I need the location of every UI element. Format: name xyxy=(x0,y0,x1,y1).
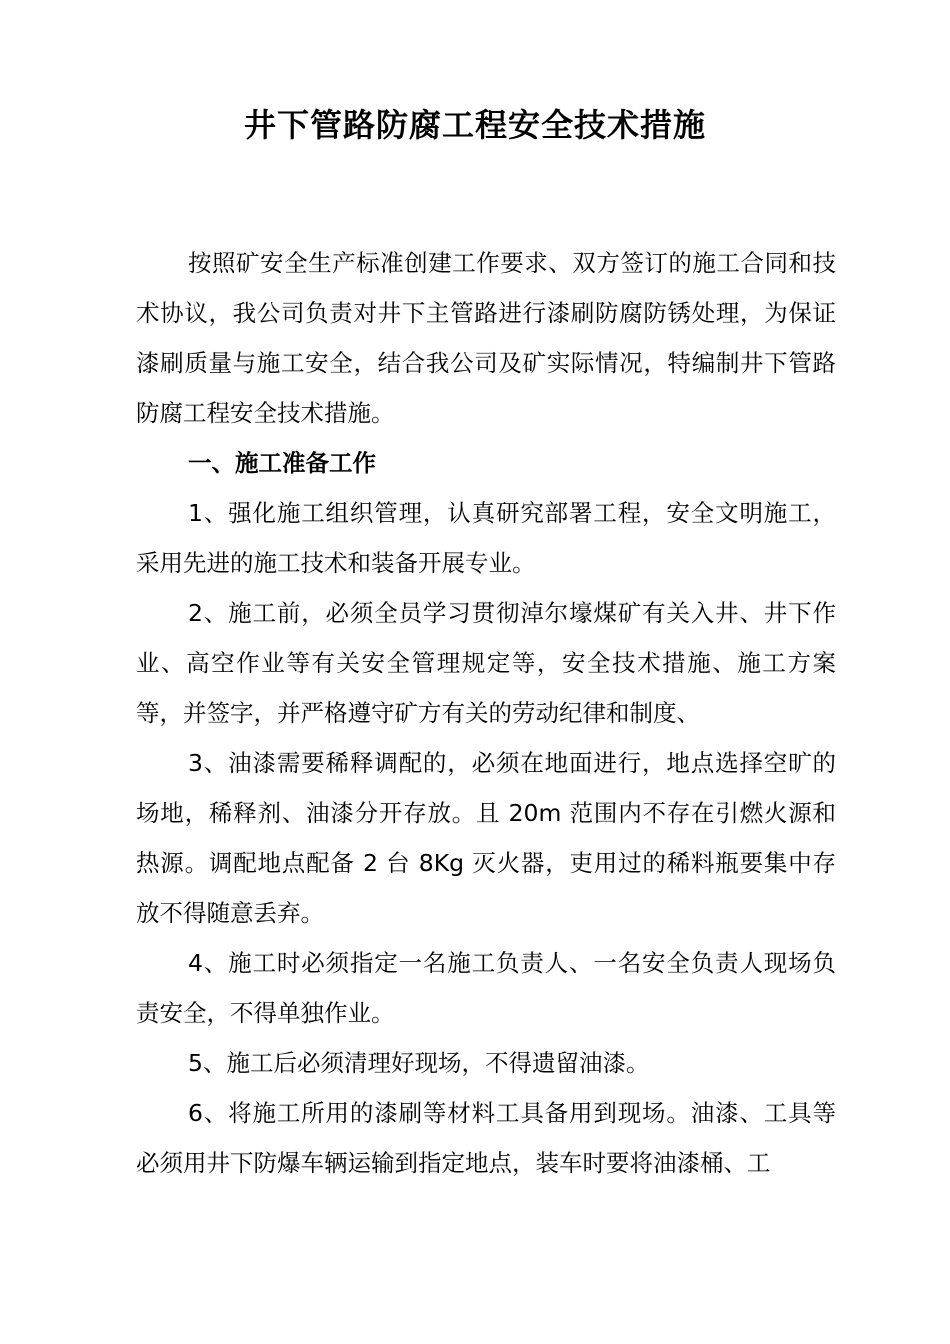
list-item: 5、施工后必须清理好现场，不得遗留油漆。 xyxy=(188,1049,650,1077)
list-item: 4、施工时必须指定一名施工负责人、一名安全负责人现场负责安全，不得单独作业。 xyxy=(136,949,836,1027)
intro-paragraph: 按照矿安全生产标准创建工作要求、双方签订的施工合同和技术协议，我公司负责对井下主管路进行漆刷防腐防锈处理，为保证漆刷质量与施工安全，结合我公司及矿实际情况，特编制井下管路防腐工程安全技术措施。 xyxy=(136,249,836,427)
list-item: 6、将施工所用的漆刷等材料工具备用到现场。油漆、工具等必须用井下防爆车辆运输到指定地点，装车时要将油漆桶、工 xyxy=(136,1099,836,1177)
document-title: 井下管路防腐工程安全技术措施 xyxy=(243,106,706,144)
list-item: 1、强化施工组织管理，认真研究部署工程，安全文明施工，采用先进的施工技术和装备开展专业。 xyxy=(136,499,836,577)
list-item: 2、施工前，必须全员学习贯彻淖尔壕煤矿有关入井、井下作业、高空作业等有关安全管理规定等，安全技术措施、施工方案等，并签字，并严格遵守矿方有关的劳动纪律和制度、 xyxy=(136,599,836,727)
section-heading: 一、施工准备工作 xyxy=(188,449,376,477)
list-item: 3、油漆需要稀释调配的，必须在地面进行，地点选择空旷的场地，稀释剂、油漆分开存放。且 20m 范围内不存在引燃火源和热源。调配地点配备 2 台 8Kg 灭火器，吏用过的稀料瓶要集中存放不得随意丢弃。 xyxy=(136,749,836,927)
document-body xyxy=(136,238,836,1188)
